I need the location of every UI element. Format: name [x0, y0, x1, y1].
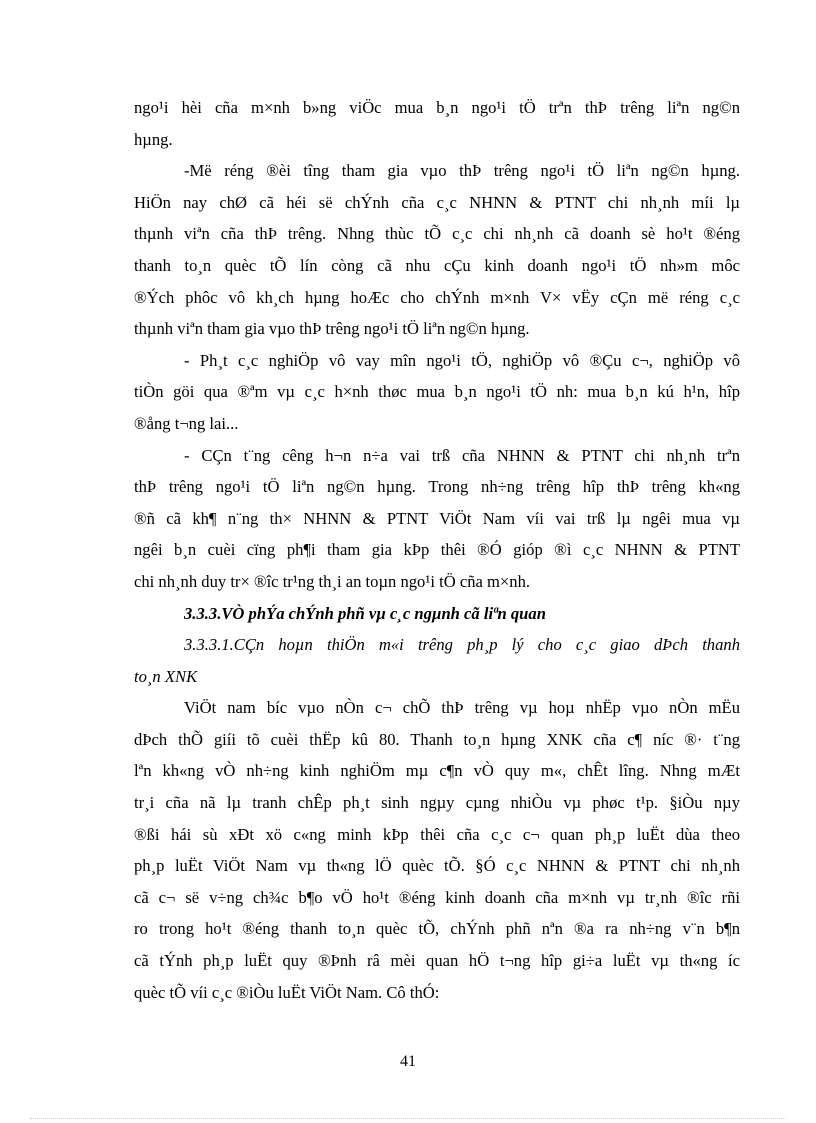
text-line: thÞ trêng ngo¹i tÖ liªn ng©n hµng. Trong nh÷ng trêng hîp thÞ trêng kh«ng	[134, 477, 740, 497]
text-line: ngêi b¸n cuèi cïng ph¶i tham gia kÞp thêi ®Ó gióp ®ì c¸c NHNN & PTNT	[134, 540, 740, 560]
text-line: ngo¹i hèi cña m×nh b»ng viÖc mua b¸n ngo¹i tÖ trªn thÞ trêng liªn ng©n	[134, 98, 740, 117]
subsection-heading: 3.3.3.1.CÇn hoµn thiÖn m«i trêng ph¸p lý cho c¸c giao dÞch thanh	[184, 635, 740, 655]
text-line: ®ñ cã kh¶ n¨ng th× NHNN & PTNT ViÖt Nam víi vai trß lµ ngêi mua vµ	[134, 508, 740, 528]
text-line: - Ph¸t c¸c nghiÖp vô vay mîn ngo¹i tÖ, nghiÖp vô ®Çu c¬, nghiÖp vô	[184, 350, 740, 370]
text-line: hµng.	[134, 129, 173, 149]
text-line: quèc tÕ víi c¸c ®iÒu luËt ViÖt Nam. Cô thÓ:	[134, 982, 440, 1002]
text-line: chi nh¸nh duy tr× ®îc tr¹ng th¸i an toµn ngo¹i tÖ cña m×nh.	[134, 571, 531, 591]
text-line: HiÖn nay chØ cã héi së chÝnh cña c¸c NHNN & PTNT chi nh¸nh míi lµ	[134, 192, 740, 212]
text-line: ®ßi hái sù xÐt xö c«ng minh kÞp thêi cña c¸c c¬ quan ph¸p luËt dùa theo	[134, 824, 740, 844]
text-line: cã tÝnh ph¸p luËt quy ®Þnh râ mèi quan hÖ t¬ng hîp gi÷a luËt vµ th«ng íc	[134, 951, 740, 971]
page-number: 41	[400, 1053, 416, 1070]
text-line: thanh to¸n quèc tÕ lín còng cã nhu cÇu kinh doanh ngo¹i tÖ nh»m môc	[134, 255, 740, 275]
text-line: -Më réng ®èi tîng tham gia vµo thÞ trêng ngo¹i tÖ liªn ng©n hµng.	[184, 161, 740, 181]
section-heading: 3.3.3.VÒ phÝa chÝnh phñ vµ c¸c ngµnh cã liªn quan	[184, 603, 546, 623]
subsection-heading-cont: to¸n XNK	[134, 666, 198, 686]
text-line: dÞch thÕ giíi tõ cuèi thËp kû 80. Thanh to¸n hµng XNK cña c¶ níc ®· t¨ng	[134, 729, 740, 749]
text-line: thµnh viªn cña thÞ trêng. Nhng thùc tÕ c¸c chi nh¸nh cã doanh sè ho¹t ®éng	[134, 224, 740, 244]
text-line: - CÇn t¨ng cêng h¬n n÷a vai trß cña NHNN & PTNT chi nh¸nh trªn	[184, 445, 740, 465]
text-line: thµnh viªn tham gia vµo thÞ trêng ngo¹i tÖ liªn ng©n hµng.	[134, 319, 530, 339]
text-line: ViÖt nam bíc vµo nÒn c¬ chÕ thÞ trêng vµ hoµ nhËp vµo nÒn mËu	[184, 698, 740, 718]
text-line: ro trong ho¹t ®éng thanh to¸n quèc tÕ, chÝnh phñ nªn ®a ra nh÷ng v¨n b¶n	[134, 919, 740, 939]
text-line: ®Ých phôc vô kh¸ch hµng hoÆc cho chÝnh m×nh V× vËy cÇn më réng c¸c	[134, 287, 740, 307]
text-line: tiÒn göi qua ®ªm vµ c¸c h×nh thøc mua b¸n ngo¹i tÖ nh: mua b¸n kú h¹n, hîp	[134, 382, 740, 402]
text-line: lªn kh«ng vÒ nh÷ng kinh nghiÖm mµ c¶n vÒ quy m«, chÊt lîng. Nhng mÆt	[134, 761, 740, 781]
text-line: ®ång t¬ng lai...	[134, 413, 239, 433]
document-body	[134, 92, 740, 1008]
text-line: ph¸p luËt ViÖt Nam vµ th«ng lÖ quèc tÕ. §Ó c¸c NHNN & PTNT chi nh¸nh	[134, 856, 740, 876]
text-line: cã c¬ së v÷ng ch¾c b¶o vÖ ho¹t ®éng kinh doanh cña m×nh vµ tr¸nh ®îc rñi	[134, 887, 740, 907]
page-bottom-dotted-rule	[30, 1118, 786, 1119]
text-line: tr¸i cña nã lµ tranh chÊp ph¸t sinh ngµy cµng nhiÒu vµ phøc t¹p. §iÒu nµy	[134, 793, 740, 813]
